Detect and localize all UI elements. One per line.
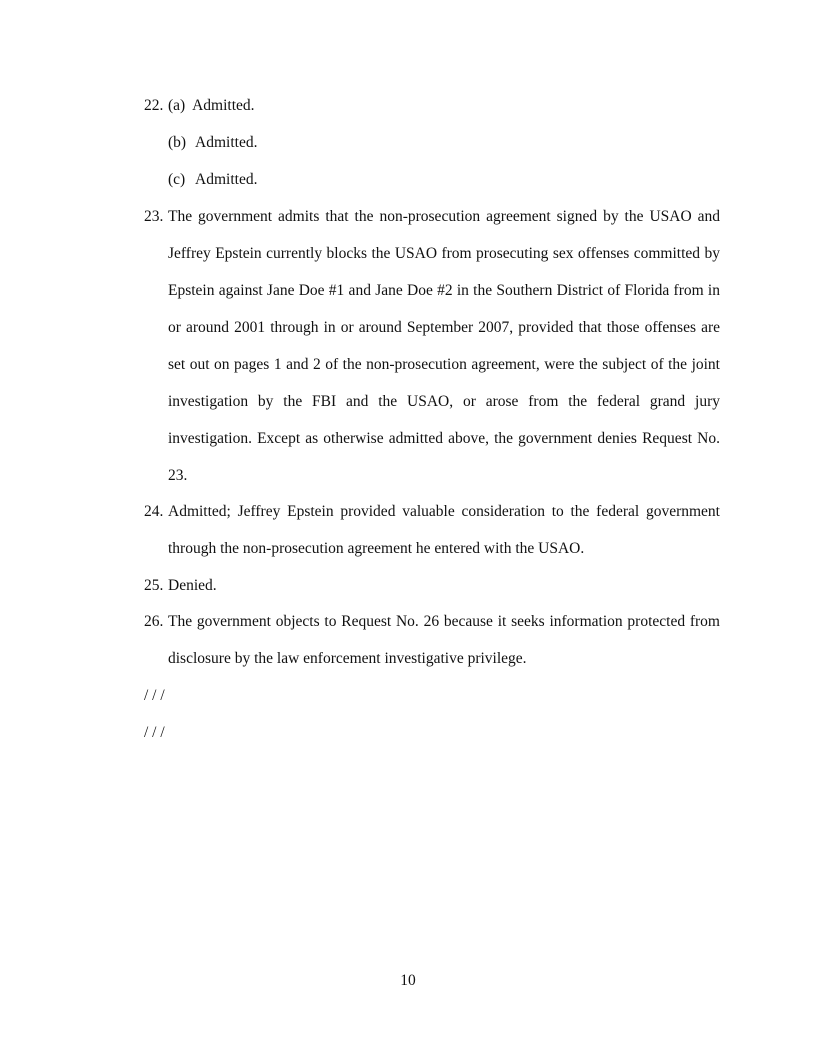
sub-text-b: Admitted. xyxy=(195,134,258,151)
response-24 xyxy=(144,493,720,567)
sub-label-b: (b) xyxy=(168,134,187,151)
section-separator: / / / xyxy=(144,724,165,741)
section-separator: / / / xyxy=(144,687,165,704)
page-number: 10 xyxy=(400,972,416,989)
item-text: The government objects to Request No. 26 because it seeks information protected from disclosure by the law enforcement investigative privilege. xyxy=(168,613,720,667)
item-text: Admitted; Jeffrey Epstein provided valuable consideration to the federal government through the non-prosecution agreement he entered with the USAO. xyxy=(168,503,720,557)
sub-text-a: Admitted. xyxy=(192,97,255,114)
item-body xyxy=(168,87,720,124)
response-22-c xyxy=(168,161,257,198)
response-22 xyxy=(144,87,720,124)
sub-label-c: (c) xyxy=(168,171,186,188)
item-number: 23. xyxy=(144,208,164,225)
response-22-b xyxy=(168,124,257,161)
item-text: Denied. xyxy=(168,577,217,594)
response-26 xyxy=(144,603,720,677)
item-number: 22. xyxy=(144,97,164,114)
sub-label-a: (a) xyxy=(168,97,186,114)
item-number: 26. xyxy=(144,613,164,630)
sub-text-c: Admitted. xyxy=(195,171,258,188)
item-number: 24. xyxy=(144,503,164,520)
response-25 xyxy=(144,567,720,604)
response-23 xyxy=(144,198,720,494)
item-number: 25. xyxy=(144,577,164,594)
item-text: The government admits that the non-prosecution agreement signed by the USAO and Jeffrey Epstein currently blocks the USAO from prosecuting sex offenses committed by Epstein against Jane Doe #1 and Jane Doe #2 in the Southern District of Florida from in or around 2001 through in or around September 2007, provided that those offenses are set out on pages 1 and 2 of the non-prosecution agreement, were the subject of the joint investigation by the FBI and the USAO, or arose from the federal grand jury investigation. Except as otherwise admitted above, the government denies Request No. 23. xyxy=(168,208,720,484)
